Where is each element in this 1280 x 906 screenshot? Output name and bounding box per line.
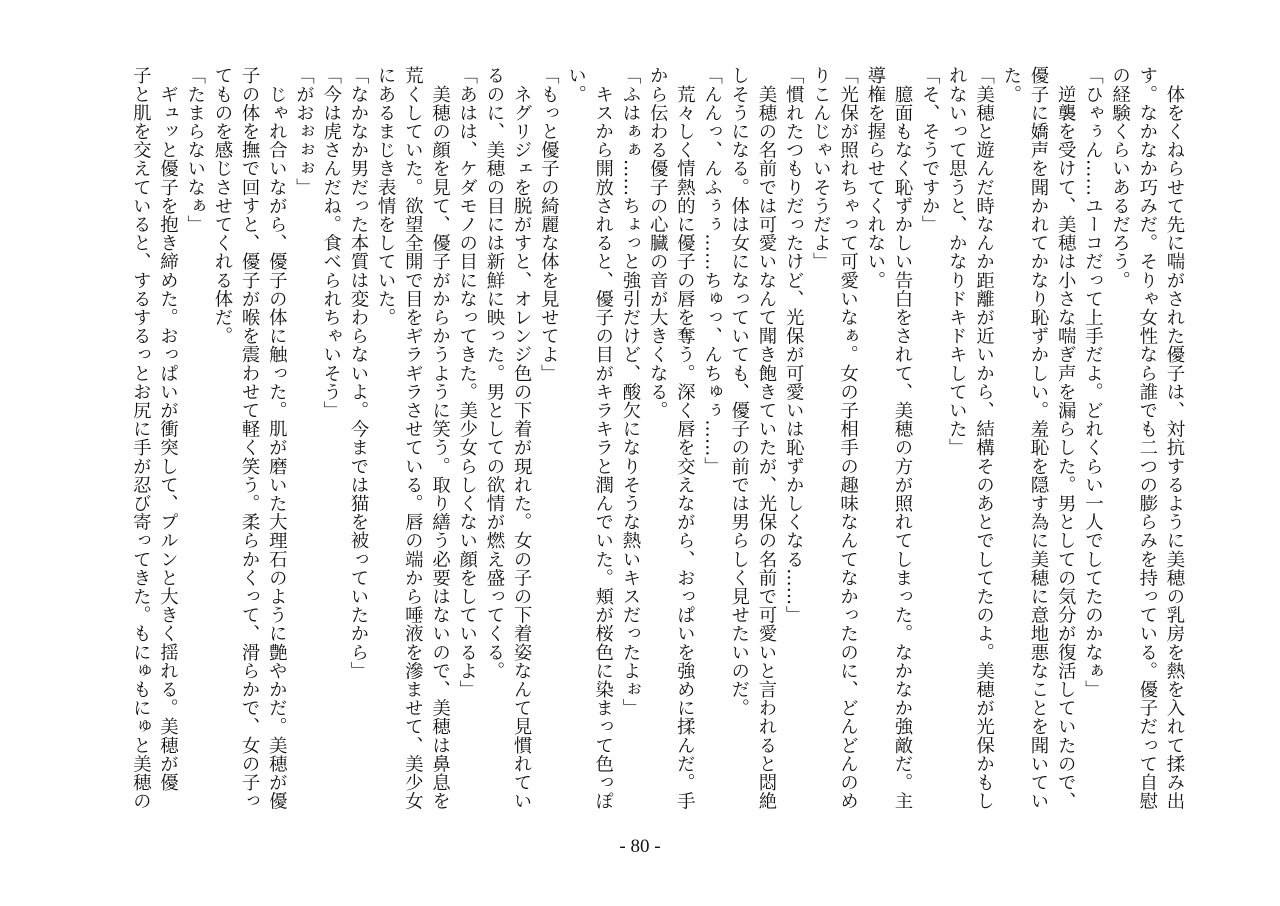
text-column: 「ふはぁぁ……ちょっと強引だけど、酸欠になりそうな熱いキスだったよぉ」	[619, 66, 641, 717]
text-column: ギュッと優子を抱き締めた。おっぱいが衝突して、プルンと大きく揺れる。美穂が優	[157, 66, 179, 792]
text-column: じゃれ合いながら、優子の体に触った。肌が磨いた大理石のように艶やかだ。美穂が優	[266, 66, 288, 810]
text-column: 「もっと優子の綺麗な体を見せてよ」	[538, 66, 560, 383]
text-column: りこんじゃいそうだよ」	[810, 66, 832, 271]
text-column: 荒々しく情熱的に優子の唇を奪う。深く唇を交えながら、おっぱいを強めに揉んだ。手	[674, 66, 696, 810]
text-column: 体をくねらせて先に喘がされた優子は、対抗するように美穂の乳房を熱を入れて揉み出	[1164, 66, 1185, 810]
text-column: 臆面もなく恥ずかしい告白をされて、美穂の方が照れてしまった。なかなか強敵だ。主	[891, 66, 913, 810]
text-column: 「がおぉぉぉ」	[293, 66, 315, 197]
text-column: るのに、美穂の目には新鮮に映った。男としての欲情が燃え盛ってくる。	[483, 66, 505, 680]
text-column: 「ひゃぅん……ユーコだって上手だよ。どれくらい一人でしてたのかなぁ」	[1082, 66, 1104, 699]
text-column: れないって思うと、かなりドキドキしていた」	[946, 66, 968, 457]
text-column: す。なかなか巧みだ。そりゃ女性なら誰でも二つの膨らみを持っている。優子だって自慰	[1136, 66, 1158, 810]
text-column: た。	[1000, 66, 1022, 104]
text-column: 美穂の名前では可愛いなんて聞き飽きていたが、光保の名前で可愛いと言われると悶絶	[755, 66, 777, 810]
page-number: - 80 -	[619, 836, 661, 857]
text-column: 「今は虎さんだね。食べられちゃいそう」	[320, 66, 342, 420]
text-column: 「あはは、ケダモノの目になってきた。美少女らしくない顔をしているよ」	[456, 66, 478, 699]
text-column: から伝わる優子の心臓の音が大きくなる。	[647, 66, 669, 420]
text-column: 子の体を撫で回すと、優子が喉を震わせて軽く笑う。柔らかくって、滑らかで、女の子っ	[239, 66, 261, 810]
text-column: 「光保が照れちゃって可愛いなぁ。女の子相手の趣味なんてなかったのに、どんどんのめ	[837, 66, 859, 810]
text-column: 逆襲を受けて、美穂は小さな喘ぎ声を漏らした。男としての気分が復活していたので、	[1055, 66, 1077, 810]
text-column: い。	[565, 66, 587, 104]
text-column: 優子に嬌声を聞かれてかなり恥ずかしい。羞恥を隠す為に美穂に意地悪なことを聞いてい	[1027, 66, 1049, 810]
text-column: 「美穂と遊んだ時なんか距離が近いから、結構そのあとでしてたのよ。美穂が光保かもし	[973, 66, 995, 810]
vertical-text-body	[108, 66, 1188, 816]
text-column: てものを感じさせてくれる体だ。	[211, 66, 233, 345]
text-column: 「そ、そうですか」	[919, 66, 941, 234]
text-column: 「たまらないなぁ」	[184, 66, 206, 234]
text-column: キスから開放されると、優子の目がキラキラと潤んでいた。頬が桜色に染まって色っぽ	[592, 66, 614, 810]
text-column: にあるまじき表情をしていた。	[375, 66, 397, 327]
text-column: 「慣れたつもりだったけど、光保が可愛いは恥ずかしくなる……」	[783, 66, 805, 624]
text-column: の経験くらいあるだろう。	[1109, 66, 1131, 290]
text-column: ネグリジェを脱がすと、オレンジ色の下着が現れた。女の子の下着姿なんて見慣れてい	[511, 66, 533, 810]
text-column: しそうになる。体は女になっていても、優子の前では男らしく見せたいのだ。	[728, 66, 750, 717]
text-column: 美穂の顔を見て、優子がからかうように笑う。取り繕う必要はないので、美穂は鼻息を	[429, 66, 451, 810]
text-column: 「なかなか男だった本質は変わらないよ。今までは猫を被っていたから」	[347, 66, 369, 680]
text-column: 導権を握らせてくれない。	[864, 66, 886, 290]
text-column: 子と肌を交えていると、するするっとお尻に手が忍び寄ってきた。もにゅもにゅと美穂の	[130, 66, 152, 810]
text-column: 荒くしていた。欲望全開で目をギラギラさせている。唇の端から唾液を滲ませて、美少女	[402, 66, 424, 810]
text-column: 「んんっ、んふぅぅ……ちゅっ、んちゅぅ……」	[701, 66, 723, 476]
